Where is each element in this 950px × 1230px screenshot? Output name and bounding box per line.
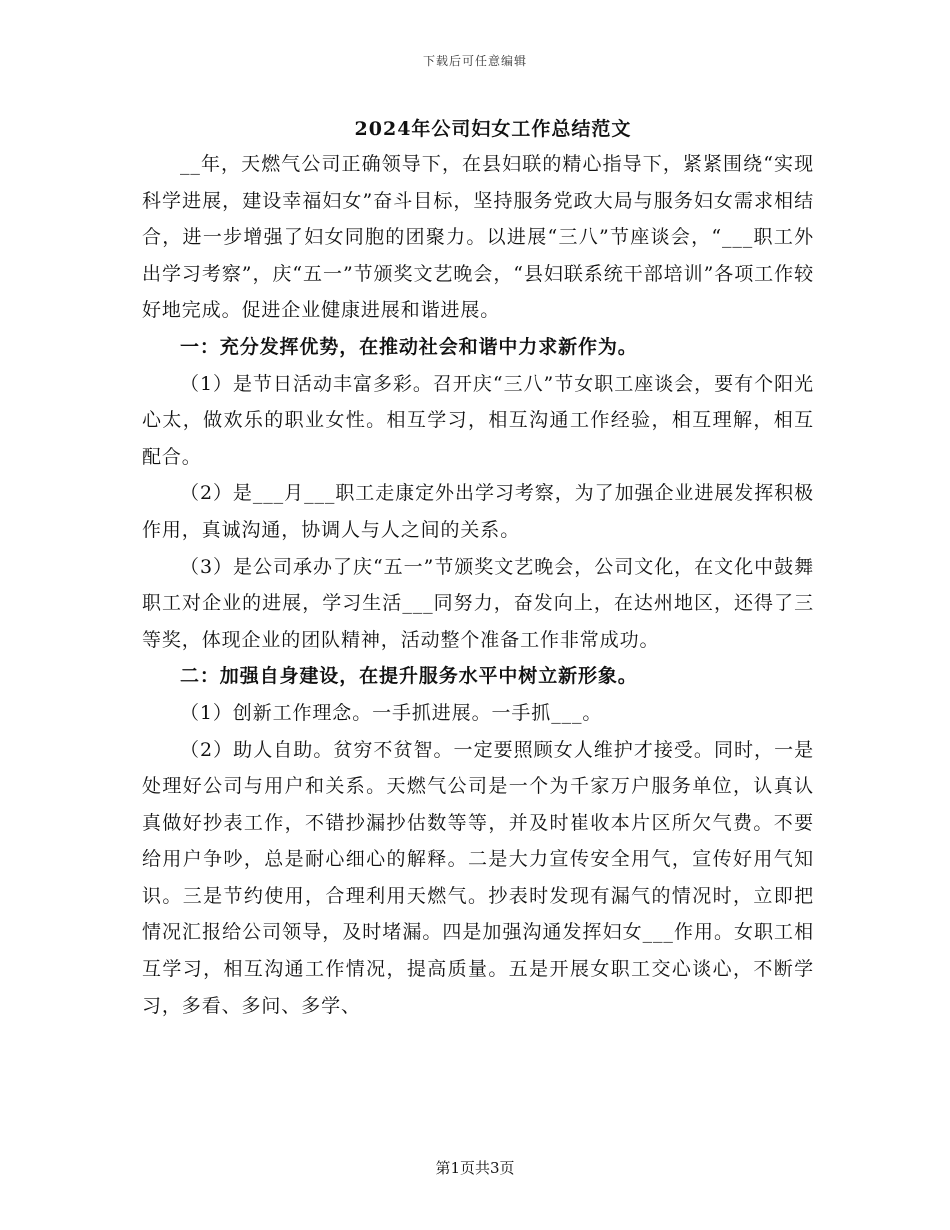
section-1-item-3: （3）是公司承办了庆“五一”节颁奖文艺晚会，公司文化，在文化中鼓舞职工对企业的进展，学习生活___同努力，奋发向上，在达州地区，还得了三等奖，体现企业的团队精神，活动整个准备工作非常成功。 bbox=[142, 555, 814, 651]
section-2-item-1: （1）创新工作理念。一手抓进展。一手抓___。 bbox=[180, 701, 603, 724]
document-body bbox=[142, 112, 814, 1024]
page-header: 下载后可任意编辑 bbox=[422, 54, 527, 68]
section-heading-2: 二：加强自身建设，在提升服务水平中树立新形象。 bbox=[180, 665, 638, 688]
section-1-item-2: （2）是___月___职工走康定外出学习考察，为了加强企业进展发挥积极作用，真诚沟通，协调人与人之间的关系。 bbox=[142, 482, 814, 541]
page-footer: 第1页共3页 bbox=[435, 1159, 515, 1177]
document-title: 2024年公司妇女工作总结范文 bbox=[354, 118, 632, 140]
section-2-item-2: （2）助人自助。贫穷不贫智。一定要照顾女人维护才接受。同时，一是处理好公司与用户和关系。天燃气公司是一个为千家万户服务单位，认真认真做好抄表工作，不错抄漏抄估数等等，并及时崔收本片区所欠气费。不要给用户争吵，总是耐心细心的解释。二是大力宣传安全用气，宣传好用气知识。三是节约使用，合理利用天燃气。抄表时发现有漏气的情况时，立即把情况汇报给公司领导，及时堵漏。四是加强沟通发挥妇女___作用。女职工相互学习，相互沟通工作情况，提高质量。五是开展女职工交心谈心，不断学习，多看、多问、多学、 bbox=[142, 738, 814, 1017]
section-heading-1: 一：充分发挥优势，在推动社会和谐中力求新作为。 bbox=[180, 335, 638, 358]
intro-paragraph: __年，天燃气公司正确领导下，在县妇联的精心指导下，紧紧围绕“实现科学进展，建设幸福妇女”奋斗目标，坚持服务党政大局与服务妇女需求相结合，进一步增强了妇女同胞的团聚力。以进展“三八”节座谈会，“___职工外出学习考察”，庆“五一”节颁奖文艺晚会，“县妇联系统干部培训”各项工作较好地完成。促进企业健康进展和谐进展。 bbox=[142, 153, 814, 322]
section-1-item-1: （1）是节日活动丰富多彩。召开庆“三八”节女职工座谈会，要有个阳光心太，做欢乐的职业女性。相互学习，相互沟通工作经验，相互理解，相互配合。 bbox=[142, 372, 814, 468]
